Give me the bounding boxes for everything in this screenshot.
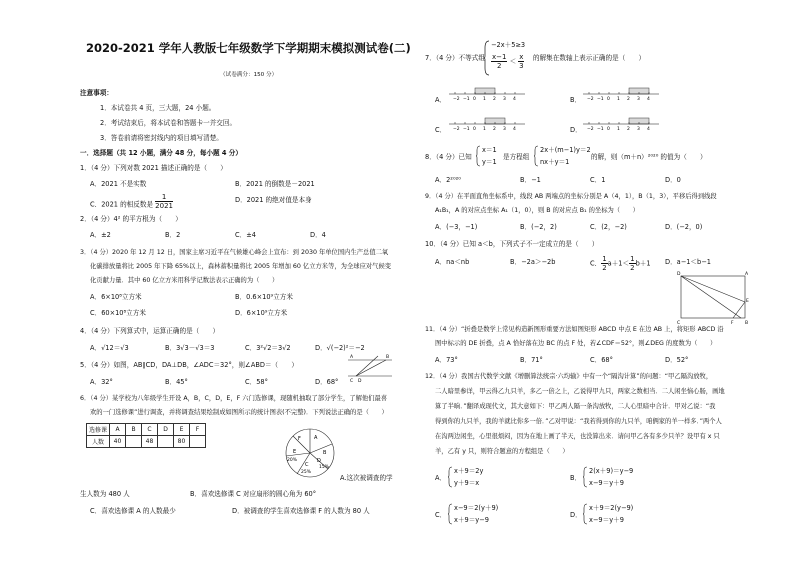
q7-brace: [484, 40, 490, 76]
q12-option-a-eq1: x＋9＝2y: [454, 467, 484, 475]
fig-label: F: [731, 321, 734, 326]
table-cell: 40: [110, 436, 126, 448]
notice-item: 2．考试结束后，将本试卷和答题卡一并交回。: [100, 119, 237, 127]
table-cell: E: [174, 424, 190, 436]
q9-option-c: C．(2，−2): [590, 223, 627, 231]
tick-label: −2: [453, 127, 460, 132]
q12-line: 算了半晌．”翻译成现代文，其大意如下：甲乙两人隔一条沟放牧，二人心里暗中合计．甲对乙说：“我: [435, 403, 716, 410]
table-cell: [126, 436, 142, 448]
tick-label: −1: [597, 97, 604, 102]
q3-option-b: B．0.6×10⁹立方米: [235, 293, 293, 301]
q8-option-c: C．1: [590, 176, 606, 184]
q10-stem: 10．（4 分）已知 a＜b，下列式子不一定成立的是（ ）: [425, 240, 599, 248]
q3-line: 3．（4 分）2020 年 12 月 12 日，国家主席习近平在气候雄心峰会上宣布：到 2030 年单位国内生产总值二氧: [80, 249, 389, 256]
tick-label: 2: [493, 97, 496, 102]
fig-label: B: [745, 321, 749, 326]
q12-option-d-eq2: x−9＝y＋9: [589, 516, 624, 524]
q9-line: A₁B₁，A 的对应点坐标 A₁（1，0），则 B 的对应点 B₁ 的坐标为（ ）: [435, 207, 639, 214]
q12-option-d-eq1: x＋9＝2(y−9): [589, 504, 634, 512]
q8-solution-x: x＝1: [482, 146, 497, 154]
tick-label: −1: [463, 97, 470, 102]
tick-label: −2: [587, 97, 594, 102]
q7-option-a: A．: [435, 96, 447, 104]
table-cell: 48: [142, 436, 158, 448]
q9-option-d: D．(−2，0): [665, 223, 703, 231]
q1-option-c: C．2021 的相反数是 $\frac{1}{2021}$: [90, 193, 173, 210]
tick-label: 1: [617, 97, 620, 102]
notice-item: 1．本试卷共 4 页，三大题，24 小题。: [100, 104, 216, 112]
tick-label: 2: [493, 127, 496, 132]
page-title: 2020-2021 学年人教版七年级数学下学期期末模拟测试卷(二): [86, 41, 411, 55]
q12-brace: [448, 503, 453, 525]
table-cell: A: [110, 424, 126, 436]
q8-stem-pre: 8．（4 分）已知: [425, 153, 472, 161]
q12-option-b-eq2: x−9＝y＋9: [589, 479, 624, 487]
q4-option-a: A．√12＝√3: [90, 344, 129, 352]
q6-line: 6．（4 分）某学校为八年级学生开设 A，B，C，D，E，F 六门选修课，现随机抽取了部分学生，了解他们最喜: [80, 395, 388, 402]
q9-line: 9．（4 分）在平面直角坐标系中，线段 AB 两端点的坐标分别是 A（4，1），B（1，3），平移后得到线段: [425, 193, 717, 200]
q10-option-c: C． $\frac{1}{2}a+1<$ $\frac{1}{2}b+1$: [590, 255, 651, 272]
q12-brace: [448, 466, 453, 488]
q12-brace: [583, 466, 588, 488]
q6-line: 欢的一门选修课”进行调查，并将调查结果绘制成如图所示的统计图表(不完整)．下列说法正确的是（ ）: [90, 409, 388, 416]
q11-line: 11．（4 分）“折叠是数学上常见构造新图形重要方法如图矩形 ABCD 中点 E 在边 AB 上，将矩形 ABCD 沿: [425, 326, 724, 333]
pie-pct: 25%: [301, 470, 312, 475]
q5-option-c: C．58°: [245, 378, 268, 386]
q5-stem: 5．（4 分）如图，AB∥CD，DA⊥DB，∠ADC＝32°，则∠ABD＝（ ）: [80, 361, 298, 369]
q12-option-b-eq1: 2(x＋9)＝y−9: [589, 467, 634, 475]
q7-option-c: C．: [435, 126, 447, 134]
pie-pct: 20%: [287, 458, 298, 463]
q7-stem-pre: 7．（4 分）不等式组: [425, 54, 485, 62]
q10-option-b: B．−2a＞−2b: [510, 258, 556, 266]
q6-option-a-head: A.这次被调查的学: [340, 474, 393, 482]
fig-label: E: [746, 299, 749, 304]
fig-label: A: [745, 272, 749, 277]
q9-option-a: A．(−3，−1): [435, 223, 478, 231]
q7-number-line-a: [449, 86, 529, 102]
pie-label: A: [314, 435, 318, 441]
q2-option-c: C．±4: [235, 231, 256, 239]
q3-line: 化贡献力量．其中 60 亿立方米用科学记数法表示正确的为（ ）: [90, 277, 279, 284]
q6-pie-chart: [283, 426, 337, 480]
q6-survey-table: [86, 423, 206, 448]
table-cell: C: [142, 424, 158, 436]
tick-label: 0: [607, 127, 610, 132]
q6-option-a-cont: 生人数为 480 人: [80, 490, 130, 498]
q8-mid: 是方程组: [503, 153, 530, 161]
full-score: （试卷满分：150 分）: [220, 72, 278, 78]
table-row: [87, 424, 206, 436]
q8-stem-post: 的解，则（m＋n）²⁰²⁰ 的值为（ ）: [591, 153, 707, 161]
q10-option-d: D．a−1＜b−1: [665, 258, 711, 266]
q2-stem: 2．（4 分）4² 的平方根为（ ）: [80, 215, 182, 223]
table-cell: 人数: [87, 436, 110, 448]
pie-label: F: [298, 436, 301, 442]
tick-label: 4: [513, 127, 516, 132]
tick-label: 1: [483, 127, 486, 132]
q9-option-b: B．(−2，2): [520, 223, 557, 231]
q12-line: 二人暗里参详，甲云得乙九只羊，多乙一倍之上，乙说得甲九只，两家之数相当．二人闲坐恼心肠，画地: [435, 388, 725, 395]
notice-heading: 注意事项：: [80, 89, 113, 97]
pie-label: B: [323, 450, 327, 456]
q1-stem: 1．（4 分）下列对数 2021 描述正确的是（ ）: [80, 164, 227, 172]
table-cell: B: [126, 424, 142, 436]
q12-line: 12．（4 分）我国古代数学文献《增删算法统宗·六均输》中有一个“隔沟计算”的问题：“甲乙隔沟放牧，: [425, 373, 713, 380]
q12-brace: [583, 503, 588, 525]
q8-equation-2: nx＋y＝1: [540, 158, 570, 166]
q11-option-d: D．52°: [665, 356, 689, 364]
q10-option-a: A．na＜nb: [435, 258, 470, 266]
q12-option-b-label: B．: [570, 474, 582, 482]
q11-line: 图中标示的 DE 折叠，点 A 恰好落在边 BC 的点 F 处，若∠CDF＝52°，则∠DEG 的度数为（ ）: [435, 340, 717, 347]
q4-option-d: D．√(−2)²＝−2: [315, 344, 365, 352]
q1-option-b: B．2021 的倒数是－2021: [235, 180, 315, 188]
pie-label: E: [293, 449, 297, 455]
q3-line: 化碳排放量将比 2005 年下降 65%以上，森林蓄积量将比 2005 年增加 60 亿立方米等，为全球应对气候变: [90, 263, 392, 270]
q8-solution-y: y＝1: [482, 158, 497, 166]
q4-stem: 4．（4 分）下列算式中，运算正确的是（ ）: [80, 327, 220, 335]
q3-option-a: A．6×10⁸立方米: [90, 293, 142, 301]
table-cell: F: [190, 424, 206, 436]
q7-inequality-1: −2x＋5≥3: [491, 41, 526, 49]
q7-stem-post: 的解集在数轴上表示正确的是（ ）: [533, 54, 646, 62]
tick-label: 4: [647, 127, 650, 132]
q12-line: 在沟两边闲坐，心里很烦闷，因为在地上画了半天，也没算出来．请问甲乙各有多少只羊？设甲有 x 只: [435, 433, 720, 440]
q8-brace-2: [534, 145, 539, 167]
q12-option-c-eq1: x−9＝2(y＋9): [454, 504, 499, 512]
q3-option-d: D．6×10⁹立方米: [235, 309, 288, 317]
q1-option-a: A．2021 不是实数: [90, 180, 147, 188]
q11-rectangle-fold-figure: [677, 272, 749, 324]
q12-option-c-eq2: x＋9＝y−9: [454, 516, 489, 524]
table-cell: 80: [174, 436, 190, 448]
q7-option-d: D．: [570, 126, 582, 134]
tick-label: 2: [627, 127, 630, 132]
table-cell: 选修课: [87, 424, 110, 436]
notice-item: 3．答卷前请将密封线内的项目填写清楚。: [100, 134, 223, 142]
table-cell: [158, 436, 174, 448]
tick-label: 2: [627, 97, 630, 102]
section-heading: 一．选择题（共 12 小题，满分 48 分，每小题 4 分）: [80, 149, 242, 157]
q2-option-d: D．4: [310, 231, 326, 239]
q4-option-b: B．3√3－√3＝3: [165, 344, 215, 352]
q8-brace-1: [476, 145, 481, 167]
table-cell: [190, 436, 206, 448]
q7-number-line-b: [583, 86, 663, 102]
q8-option-a: A．2²⁰²⁰: [435, 176, 461, 184]
q5-parallel-lines-figure: [348, 352, 392, 382]
q8-option-d: D．0: [665, 176, 681, 184]
tick-label: −1: [597, 127, 604, 132]
tick-label: −2: [587, 127, 594, 132]
q8-equation-1: 2x＋(m−1)y＝2: [540, 146, 591, 154]
q5-option-a: A．32°: [90, 378, 113, 386]
tick-label: 0: [473, 97, 476, 102]
q6-option-c: C．喜欢选修课 A 的人数最少: [90, 507, 176, 515]
q7-inequality-2: $\frac{x-1}{2}$ ＜ $\frac{x}{3}$: [492, 53, 524, 70]
tick-label: 3: [503, 97, 506, 102]
fig-label: D: [358, 379, 362, 384]
q12-option-a-eq2: y＋9＝x: [454, 479, 480, 487]
tick-label: 3: [637, 97, 640, 102]
q6-option-b: B．喜欢选修课 C 对应扇形的圆心角为 60°: [190, 490, 317, 498]
tick-label: 1: [483, 97, 486, 102]
tick-label: 1: [617, 127, 620, 132]
fig-label: C: [677, 321, 681, 326]
q12-option-a-label: A．: [435, 474, 447, 482]
q1-option-d: D．2021 的绝对值是本身: [235, 196, 312, 204]
q12-option-c-label: C．: [435, 511, 447, 519]
fig-label: C: [350, 379, 354, 384]
tick-label: −2: [453, 97, 460, 102]
q8-option-b: B．−1: [520, 176, 541, 184]
fig-label: B: [386, 355, 390, 360]
q12-line: 得到你的九只羊，我的羊就比你多一倍．”乙对甲说：“我若得到你的九只羊，咱俩家的羊一样多．”两个人: [435, 418, 722, 425]
tick-label: −1: [463, 127, 470, 132]
tick-label: 0: [607, 97, 610, 102]
q3-option-c: C．60×10⁸立方米: [90, 309, 146, 317]
q7-number-line-c: [449, 116, 529, 132]
fig-label: D: [677, 272, 681, 277]
tick-label: 3: [503, 127, 506, 132]
tick-label: 4: [647, 97, 650, 102]
pie-label: C: [305, 462, 309, 468]
pie-label: D: [317, 458, 321, 464]
q4-option-c: C．3²√2＝3√2: [245, 344, 291, 352]
q2-option-b: B．2: [165, 231, 181, 239]
q11-option-b: B．71°: [520, 356, 543, 364]
table-cell: D: [158, 424, 174, 436]
q12-option-d-label: D．: [570, 511, 582, 519]
q11-option-a: A．73°: [435, 356, 458, 364]
q12-line: 羊，乙有 y 只，则符合题意的方程组是（ ）: [435, 448, 569, 455]
q7-number-line-d: [583, 116, 663, 132]
q11-option-c: C．68°: [590, 356, 613, 364]
pie-pct: 15%: [319, 465, 330, 470]
q5-option-d: D．68°: [315, 378, 339, 386]
table-row: [87, 436, 206, 448]
tick-label: 0: [473, 127, 476, 132]
q5-option-b: B．45°: [165, 378, 188, 386]
tick-label: 4: [513, 97, 516, 102]
q2-option-a: A．±2: [90, 231, 111, 239]
fig-label: A: [350, 355, 354, 360]
tick-label: 3: [637, 127, 640, 132]
q6-option-d: D．被调查的学生喜欢选修课 F 的人数为 80 人: [232, 507, 370, 515]
q7-option-b: B．: [570, 96, 582, 104]
